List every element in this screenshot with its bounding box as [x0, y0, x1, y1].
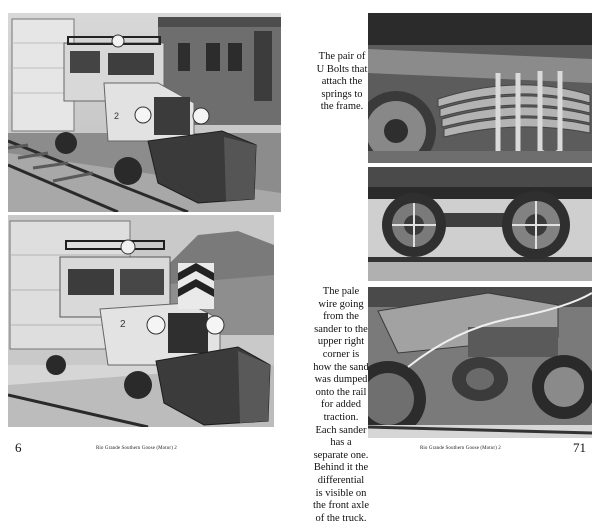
photo-sander-and-differential [368, 287, 592, 438]
page-number-left: 6 [15, 440, 22, 455]
page-number-right: 71 [573, 440, 586, 455]
hood-number: 2 [114, 111, 120, 121]
caption-sander-wire: The pale wire going from the sander to the upper right corner is how the sand was dumped onto the rail for added traction. Each sander has a separate one. Behind it the differential is visible on the front axle of the truck. [313, 286, 369, 524]
hood-number: 2 [120, 319, 126, 330]
running-head-right: Rio Grande Southern Goose (Motor) 2 [420, 446, 501, 451]
caption-u-bolts: The pair of U Bolts that attach the springs to the frame. [316, 51, 368, 113]
photo-goose-side-view [8, 13, 281, 212]
photo-truck-wheels [368, 167, 592, 281]
photo-u-bolts-closeup [368, 13, 592, 163]
running-head-left: Rio Grande Southern Goose (Motor) 2 [96, 446, 177, 451]
photo-goose-front-view [8, 215, 274, 427]
